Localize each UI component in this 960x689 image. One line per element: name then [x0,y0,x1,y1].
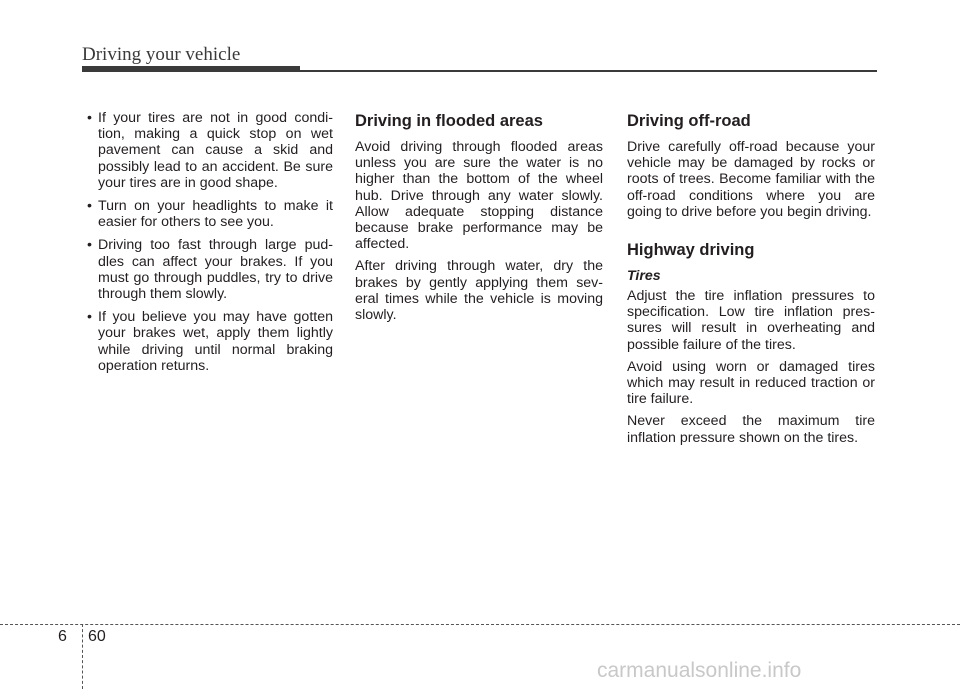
paragraph: Drive carefully off-road because your vehicle may be damaged by rocks or roots of trees. Become familiar with the off-road conditions where you are going to drive before you begin driving. [627,139,875,220]
paragraph: Avoid using worn or damaged tires which may result in reduced traction or tire failure. [627,358,875,408]
bullet-text: Turn on your headlights to make it easier for others to see you. [98,198,333,231]
column-1 [85,110,333,381]
bullet-text: If you believe you may have gotten your brakes wet, apply them lightly while driving until normal braking operation returns. [98,309,333,374]
paragraph: After driving through water, dry the brakes by gently applying them sev-eral times while the vehicle is moving slowly. [355,258,603,324]
section-heading-flooded-areas: Driving in flooded areas [355,112,543,130]
page-number: 60 [88,628,106,645]
list-item [85,309,333,374]
bullet-icon: • [87,198,92,215]
bullet-list [85,110,333,374]
page-header-title: Driving your vehicle [82,44,241,65]
bullet-icon: • [87,110,92,126]
bullet-text: Driving too fast through large pud-dles can affect your brakes. If you must go through puddles, try to drive through them slowly. [98,237,333,303]
list-item [85,237,333,302]
column-3 [627,110,875,452]
bullet-icon: • [87,237,92,254]
paragraph: Never exceed the maximum tire inflation pressure shown on the tires. [627,413,875,446]
paragraph: Avoid driving through flooded areas unless you are sure the water is no higher than the bottom of the wheel hub. Drive through any water slowly. Allow adequate stopping distance because brake performance may be affected. [355,139,603,253]
chapter-number: 6 [58,628,67,645]
bullet-icon: • [87,309,92,326]
column-2 [355,110,603,329]
header-rule-thick [82,66,300,72]
list-item [85,110,333,191]
footer-divider [82,624,83,689]
paragraph: Adjust the tire inflation pressures to specification. Low tire inflation pres-sures will result in overheating and possible failure of the tires. [627,288,875,353]
section-heading-highway-driving: Highway driving [627,241,755,260]
section-heading-off-road: Driving off-road [627,112,751,130]
sub-heading-tires: Tires [627,268,661,285]
bullet-text: If your tires are not in good condi-tion, making a quick stop on wet pavement can cause a skid and possibly lead to an accident. Be sure your tires are in good shape. [98,110,333,191]
watermark: carmanualsonline.info [597,659,802,682]
list-item [85,198,333,230]
footer-rule [0,624,960,625]
header-rule-thin [300,70,877,72]
